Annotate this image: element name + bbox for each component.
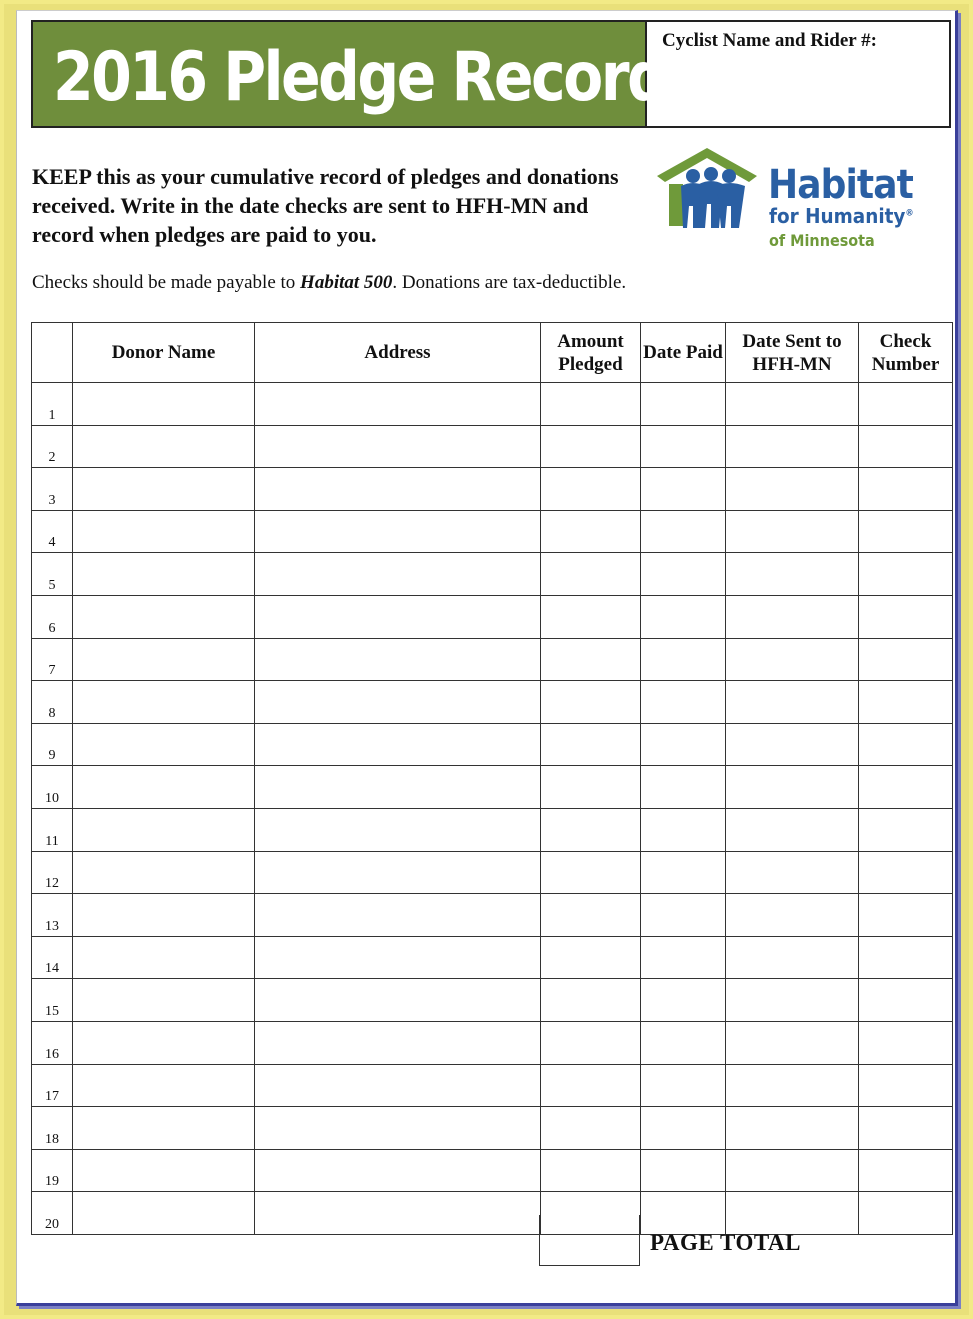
table-row bbox=[32, 723, 953, 766]
address-cell[interactable] bbox=[255, 383, 541, 426]
row-number: 2 bbox=[32, 425, 73, 468]
row-number: 8 bbox=[32, 681, 73, 724]
checks-note bbox=[32, 272, 626, 294]
address-cell[interactable] bbox=[255, 510, 541, 553]
date-sent-cell[interactable] bbox=[726, 1192, 859, 1235]
date-sent-cell[interactable] bbox=[726, 383, 859, 426]
amount-pledged-cell[interactable] bbox=[541, 936, 641, 979]
date-paid-cell[interactable] bbox=[641, 723, 726, 766]
row-number: 13 bbox=[32, 894, 73, 937]
logo-of-minnesota: of Minnesota bbox=[769, 231, 875, 250]
amount-pledged-cell[interactable] bbox=[541, 979, 641, 1022]
header-date-paid: Date Paid bbox=[641, 323, 726, 383]
date-sent-cell[interactable] bbox=[726, 425, 859, 468]
row-number: 7 bbox=[32, 638, 73, 681]
date-paid-cell[interactable] bbox=[641, 1149, 726, 1192]
check-number-cell[interactable] bbox=[859, 468, 953, 511]
pledge-table bbox=[31, 322, 953, 1235]
header-date-sent: Date Sent to HFH-MN bbox=[726, 323, 859, 383]
date-sent-cell[interactable] bbox=[726, 808, 859, 851]
donor-name-cell[interactable] bbox=[73, 595, 255, 638]
address-cell[interactable] bbox=[255, 553, 541, 596]
donor-name-cell[interactable] bbox=[73, 468, 255, 511]
table-row bbox=[32, 425, 953, 468]
check-number-cell[interactable] bbox=[859, 1192, 953, 1235]
amount-pledged-cell[interactable] bbox=[541, 553, 641, 596]
date-paid-cell[interactable] bbox=[641, 510, 726, 553]
donor-name-cell[interactable] bbox=[73, 425, 255, 468]
row-number: 5 bbox=[32, 553, 73, 596]
row-number: 11 bbox=[32, 808, 73, 851]
amount-pledged-cell[interactable] bbox=[541, 1149, 641, 1192]
row-number: 20 bbox=[32, 1192, 73, 1235]
amount-pledged-cell[interactable] bbox=[541, 425, 641, 468]
date-paid-cell[interactable] bbox=[641, 936, 726, 979]
page-total-box[interactable] bbox=[539, 1215, 640, 1266]
table-row bbox=[32, 1149, 953, 1192]
donor-name-cell[interactable] bbox=[73, 553, 255, 596]
address-cell[interactable] bbox=[255, 808, 541, 851]
table-row bbox=[32, 1192, 953, 1235]
row-number: 9 bbox=[32, 723, 73, 766]
donor-name-cell[interactable] bbox=[73, 1192, 255, 1235]
donor-name-cell[interactable] bbox=[73, 1064, 255, 1107]
logo-for-humanity-text: for Humanity bbox=[769, 204, 906, 228]
row-number: 12 bbox=[32, 851, 73, 894]
amount-pledged-cell[interactable] bbox=[541, 766, 641, 809]
address-cell[interactable] bbox=[255, 723, 541, 766]
check-number-cell[interactable] bbox=[859, 638, 953, 681]
donor-name-cell[interactable] bbox=[73, 681, 255, 724]
table-row bbox=[32, 766, 953, 809]
amount-pledged-cell[interactable] bbox=[541, 1064, 641, 1107]
donor-name-cell[interactable] bbox=[73, 1107, 255, 1150]
table-row bbox=[32, 1107, 953, 1150]
check-number-cell[interactable] bbox=[859, 1064, 953, 1107]
date-paid-cell[interactable] bbox=[641, 1064, 726, 1107]
check-number-cell[interactable] bbox=[859, 979, 953, 1022]
checks-payee: Habitat 500 bbox=[300, 272, 393, 293]
amount-pledged-cell[interactable] bbox=[541, 468, 641, 511]
date-sent-cell[interactable] bbox=[726, 553, 859, 596]
check-number-cell[interactable] bbox=[859, 383, 953, 426]
donor-name-cell[interactable] bbox=[73, 1149, 255, 1192]
amount-pledged-cell[interactable] bbox=[541, 1021, 641, 1064]
date-paid-cell[interactable] bbox=[641, 808, 726, 851]
date-paid-cell[interactable] bbox=[641, 1192, 726, 1235]
table-row bbox=[32, 595, 953, 638]
check-number-cell[interactable] bbox=[859, 766, 953, 809]
address-cell[interactable] bbox=[255, 851, 541, 894]
address-cell[interactable] bbox=[255, 681, 541, 724]
checks-prefix: Checks should be made payable to bbox=[32, 272, 301, 293]
amount-pledged-cell[interactable] bbox=[541, 723, 641, 766]
habitat-house-people-icon bbox=[653, 144, 763, 234]
table-row bbox=[32, 510, 953, 553]
row-number: 16 bbox=[32, 1021, 73, 1064]
date-sent-cell[interactable] bbox=[726, 936, 859, 979]
check-number-cell[interactable] bbox=[859, 510, 953, 553]
donor-name-cell[interactable] bbox=[73, 638, 255, 681]
rider-info-box[interactable] bbox=[647, 20, 951, 128]
page-title: 2016 Pledge Records bbox=[53, 38, 699, 117]
amount-pledged-cell[interactable] bbox=[541, 383, 641, 426]
date-sent-cell[interactable] bbox=[726, 851, 859, 894]
address-cell[interactable] bbox=[255, 638, 541, 681]
date-paid-cell[interactable] bbox=[641, 468, 726, 511]
intro-text: KEEP this as your cumulative record of pledges and donations received. Write in the date checks are sent to HFH-MN and record when pledges are paid to you. bbox=[32, 164, 619, 247]
donor-name-cell[interactable] bbox=[73, 723, 255, 766]
check-number-cell[interactable] bbox=[859, 1149, 953, 1192]
table-row bbox=[32, 808, 953, 851]
address-cell[interactable] bbox=[255, 979, 541, 1022]
date-paid-cell[interactable] bbox=[641, 425, 726, 468]
amount-pledged-cell[interactable] bbox=[541, 808, 641, 851]
date-sent-cell[interactable] bbox=[726, 766, 859, 809]
donor-name-cell[interactable] bbox=[73, 851, 255, 894]
address-cell[interactable] bbox=[255, 1064, 541, 1107]
check-number-cell[interactable] bbox=[859, 681, 953, 724]
row-number: 4 bbox=[32, 510, 73, 553]
date-sent-cell[interactable] bbox=[726, 1149, 859, 1192]
habitat-logo bbox=[653, 140, 923, 260]
donor-name-cell[interactable] bbox=[73, 383, 255, 426]
donor-name-cell[interactable] bbox=[73, 808, 255, 851]
row-number: 18 bbox=[32, 1107, 73, 1150]
check-number-cell[interactable] bbox=[859, 595, 953, 638]
donor-name-cell[interactable] bbox=[73, 510, 255, 553]
table-row bbox=[32, 979, 953, 1022]
date-sent-cell[interactable] bbox=[726, 1064, 859, 1107]
check-number-cell[interactable] bbox=[859, 851, 953, 894]
header-amount-pledged: Amount Pledged bbox=[541, 323, 641, 383]
check-number-cell[interactable] bbox=[859, 553, 953, 596]
row-number: 17 bbox=[32, 1064, 73, 1107]
date-paid-cell[interactable] bbox=[641, 1107, 726, 1150]
check-number-cell[interactable] bbox=[859, 425, 953, 468]
check-number-cell[interactable] bbox=[859, 1107, 953, 1150]
date-sent-cell[interactable] bbox=[726, 638, 859, 681]
date-paid-cell[interactable] bbox=[641, 681, 726, 724]
address-cell[interactable] bbox=[255, 1149, 541, 1192]
date-paid-cell[interactable] bbox=[641, 894, 726, 937]
address-cell[interactable] bbox=[255, 1192, 541, 1235]
date-paid-cell[interactable] bbox=[641, 553, 726, 596]
address-cell[interactable] bbox=[255, 766, 541, 809]
amount-pledged-cell[interactable] bbox=[541, 851, 641, 894]
table-row bbox=[32, 936, 953, 979]
table-header-row bbox=[32, 323, 953, 383]
title-banner bbox=[31, 20, 699, 128]
amount-pledged-cell[interactable] bbox=[541, 595, 641, 638]
date-sent-cell[interactable] bbox=[726, 894, 859, 937]
address-cell[interactable] bbox=[255, 1021, 541, 1064]
check-number-cell[interactable] bbox=[859, 808, 953, 851]
date-sent-cell[interactable] bbox=[726, 510, 859, 553]
logo-for-humanity bbox=[769, 204, 914, 228]
row-number: 14 bbox=[32, 936, 73, 979]
registered-mark: ® bbox=[905, 208, 914, 219]
date-paid-cell[interactable] bbox=[641, 851, 726, 894]
address-cell[interactable] bbox=[255, 425, 541, 468]
row-number: 10 bbox=[32, 766, 73, 809]
amount-pledged-cell[interactable] bbox=[541, 638, 641, 681]
table-row bbox=[32, 851, 953, 894]
header-check-number: Check Number bbox=[859, 323, 953, 383]
table-row bbox=[32, 1021, 953, 1064]
logo-habitat: Habitat bbox=[768, 162, 913, 208]
check-number-cell[interactable] bbox=[859, 936, 953, 979]
date-sent-cell[interactable] bbox=[726, 1107, 859, 1150]
date-sent-cell[interactable] bbox=[726, 979, 859, 1022]
page-total-label: PAGE TOTAL bbox=[650, 1230, 801, 1255]
row-number: 6 bbox=[32, 595, 73, 638]
address-cell[interactable] bbox=[255, 936, 541, 979]
rider-label: Cyclist Name and Rider #: bbox=[662, 30, 877, 51]
check-number-cell[interactable] bbox=[859, 723, 953, 766]
donor-name-cell[interactable] bbox=[73, 766, 255, 809]
table-row bbox=[32, 553, 953, 596]
date-paid-cell[interactable] bbox=[641, 1021, 726, 1064]
amount-pledged-cell[interactable] bbox=[541, 894, 641, 937]
checks-suffix: . Donations are tax-deductible. bbox=[392, 272, 627, 293]
table-row bbox=[32, 681, 953, 724]
date-sent-cell[interactable] bbox=[726, 468, 859, 511]
donor-name-cell[interactable] bbox=[73, 1021, 255, 1064]
donor-name-cell[interactable] bbox=[73, 979, 255, 1022]
row-number: 1 bbox=[32, 383, 73, 426]
date-paid-cell[interactable] bbox=[641, 766, 726, 809]
table-row bbox=[32, 468, 953, 511]
amount-pledged-cell[interactable] bbox=[541, 681, 641, 724]
table-row bbox=[32, 383, 953, 426]
date-sent-cell[interactable] bbox=[726, 723, 859, 766]
address-cell[interactable] bbox=[255, 468, 541, 511]
row-number: 3 bbox=[32, 468, 73, 511]
row-number: 19 bbox=[32, 1149, 73, 1192]
date-paid-cell[interactable] bbox=[641, 979, 726, 1022]
date-paid-cell[interactable] bbox=[641, 383, 726, 426]
donor-name-cell[interactable] bbox=[73, 894, 255, 937]
date-sent-cell[interactable] bbox=[726, 681, 859, 724]
row-number: 15 bbox=[32, 979, 73, 1022]
date-sent-cell[interactable] bbox=[726, 595, 859, 638]
header-address: Address bbox=[255, 323, 541, 383]
amount-pledged-cell[interactable] bbox=[541, 1107, 641, 1150]
header-donor-name: Donor Name bbox=[73, 323, 255, 383]
table-row bbox=[32, 894, 953, 937]
date-sent-cell[interactable] bbox=[726, 1021, 859, 1064]
date-paid-cell[interactable] bbox=[641, 595, 726, 638]
donor-name-cell[interactable] bbox=[73, 936, 255, 979]
amount-pledged-cell[interactable] bbox=[541, 510, 641, 553]
address-cell[interactable] bbox=[255, 595, 541, 638]
address-cell[interactable] bbox=[255, 894, 541, 937]
header-row-number bbox=[32, 323, 73, 383]
table-row bbox=[32, 1064, 953, 1107]
date-paid-cell[interactable] bbox=[641, 638, 726, 681]
address-cell[interactable] bbox=[255, 1107, 541, 1150]
table-row bbox=[32, 638, 953, 681]
check-number-cell[interactable] bbox=[859, 894, 953, 937]
check-number-cell[interactable] bbox=[859, 1021, 953, 1064]
